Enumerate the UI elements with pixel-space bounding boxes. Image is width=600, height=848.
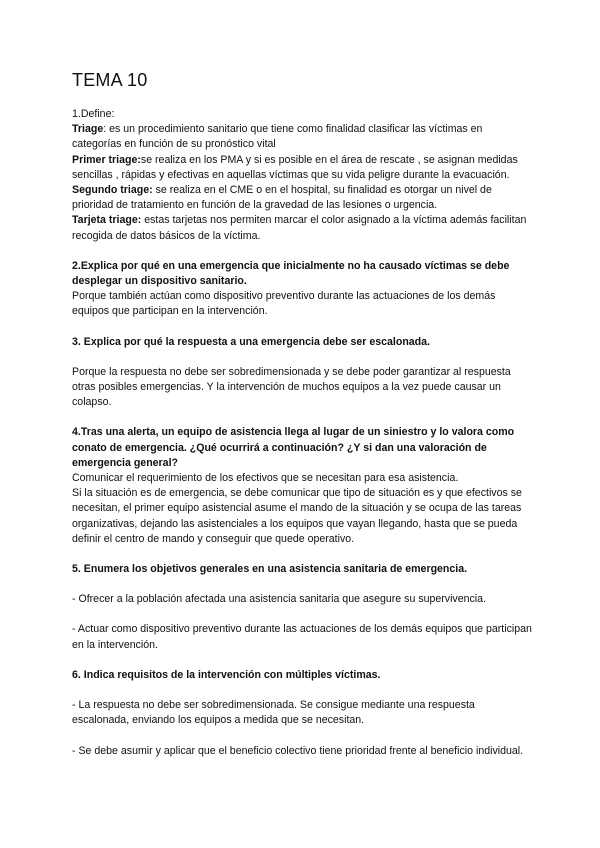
- definition-segundo-triage: [72, 183, 534, 213]
- answer-4-part-2: Si la situación es de emergencia, se debe comunicar que tipo de situación es y que efectivos se necesitan, el primer equipo asistencial asume el mando de la situación y se ocupa de las tareas organizativas, dejando las asistenciales a los equipos que vayan llegando, hasta que se pueda definir el centro de mando y conseguir que quede operativo.: [72, 487, 522, 545]
- question-6: 6. Indica requisitos de la intervención con múltiples víctimas.: [72, 668, 381, 681]
- term: Primer triage:: [72, 153, 141, 166]
- definition-primer-triage: [72, 153, 534, 183]
- question-3: 3. Explica por qué la respuesta a una emergencia debe ser escalonada.: [72, 335, 430, 348]
- answer-3: Porque la respuesta no debe ser sobredimensionada y se debe poder garantizar al respuesta otras posibles emergencias. Y la intervención de muchos equipos a la vez puede causar un colapso.: [72, 365, 511, 409]
- answer-6-item-1: - La respuesta no debe ser sobredimensionada. Se consigue mediante una respuesta escalonada, enviando los equipos a medida que se necesitan.: [72, 699, 475, 727]
- definition-text: se realiza en el CME o en el hospital, su finalidad es otorgar un nivel de prioridad de tratamiento en función de la gravedad de las lesiones o urgencia.: [72, 184, 492, 212]
- answer-5-item-2: - Actuar como dispositivo preventivo durante las actuaciones de los demás equipos que participan en la intervención.: [72, 623, 532, 651]
- define-intro: 1.Define:: [72, 108, 115, 120]
- term: Tarjeta triage:: [72, 214, 142, 227]
- document-body: [72, 107, 534, 759]
- answer-4-part-1: Comunicar el requerimiento de los efectivos que se necesitan para esa asistencia.: [72, 472, 459, 485]
- term: Segundo triage:: [72, 184, 153, 197]
- definition-text: : es un procedimiento sanitario que tiene como finalidad clasificar las víctimas en categorías en función de su pronóstico vital: [72, 123, 483, 151]
- term: Triage: [72, 123, 104, 136]
- answer-2: Porque también actúan como dispositivo preventivo durante las actuaciones de los demás equipos que participan en la intervención.: [72, 290, 496, 318]
- question-5: 5. Enumera los objetivos generales en una asistencia sanitaria de emergencia.: [72, 563, 468, 576]
- definition-triage: [72, 122, 534, 152]
- answer-5-item-1: - Ofrecer a la población afectada una asistencia sanitaria que asegure su supervivencia.: [72, 593, 486, 606]
- question-4: 4.Tras una alerta, un equipo de asistencia llega al lugar de un siniestro y lo valora como conato de emergencia. ¿Qué ocurrirá a continuación? ¿Y si dan una valoración de emergencia general?: [72, 426, 515, 469]
- definition-tarjeta-triage: [72, 213, 534, 243]
- definition-text: estas tarjetas nos permiten marcar el color asignado a la víctima además facilitan recogida de datos básicos de la víctima.: [72, 214, 527, 242]
- question-2: 2.Explica por qué en una emergencia que inicialmente no ha causado víctimas se debe desplegar un dispositivo sanitario.: [72, 259, 510, 288]
- definition-text: se realiza en los PMA y si es posible en el área de rescate , se asignan medidas sencillas , rápidas y efectivas en aquellas víctimas que su vida peligre durante la evacuación.: [72, 153, 518, 181]
- page-title: TEMA 10: [72, 70, 148, 90]
- answer-6-item-2: - Se debe asumir y aplicar que el beneficio colectivo tiene prioridad frente al beneficio individual.: [72, 744, 524, 757]
